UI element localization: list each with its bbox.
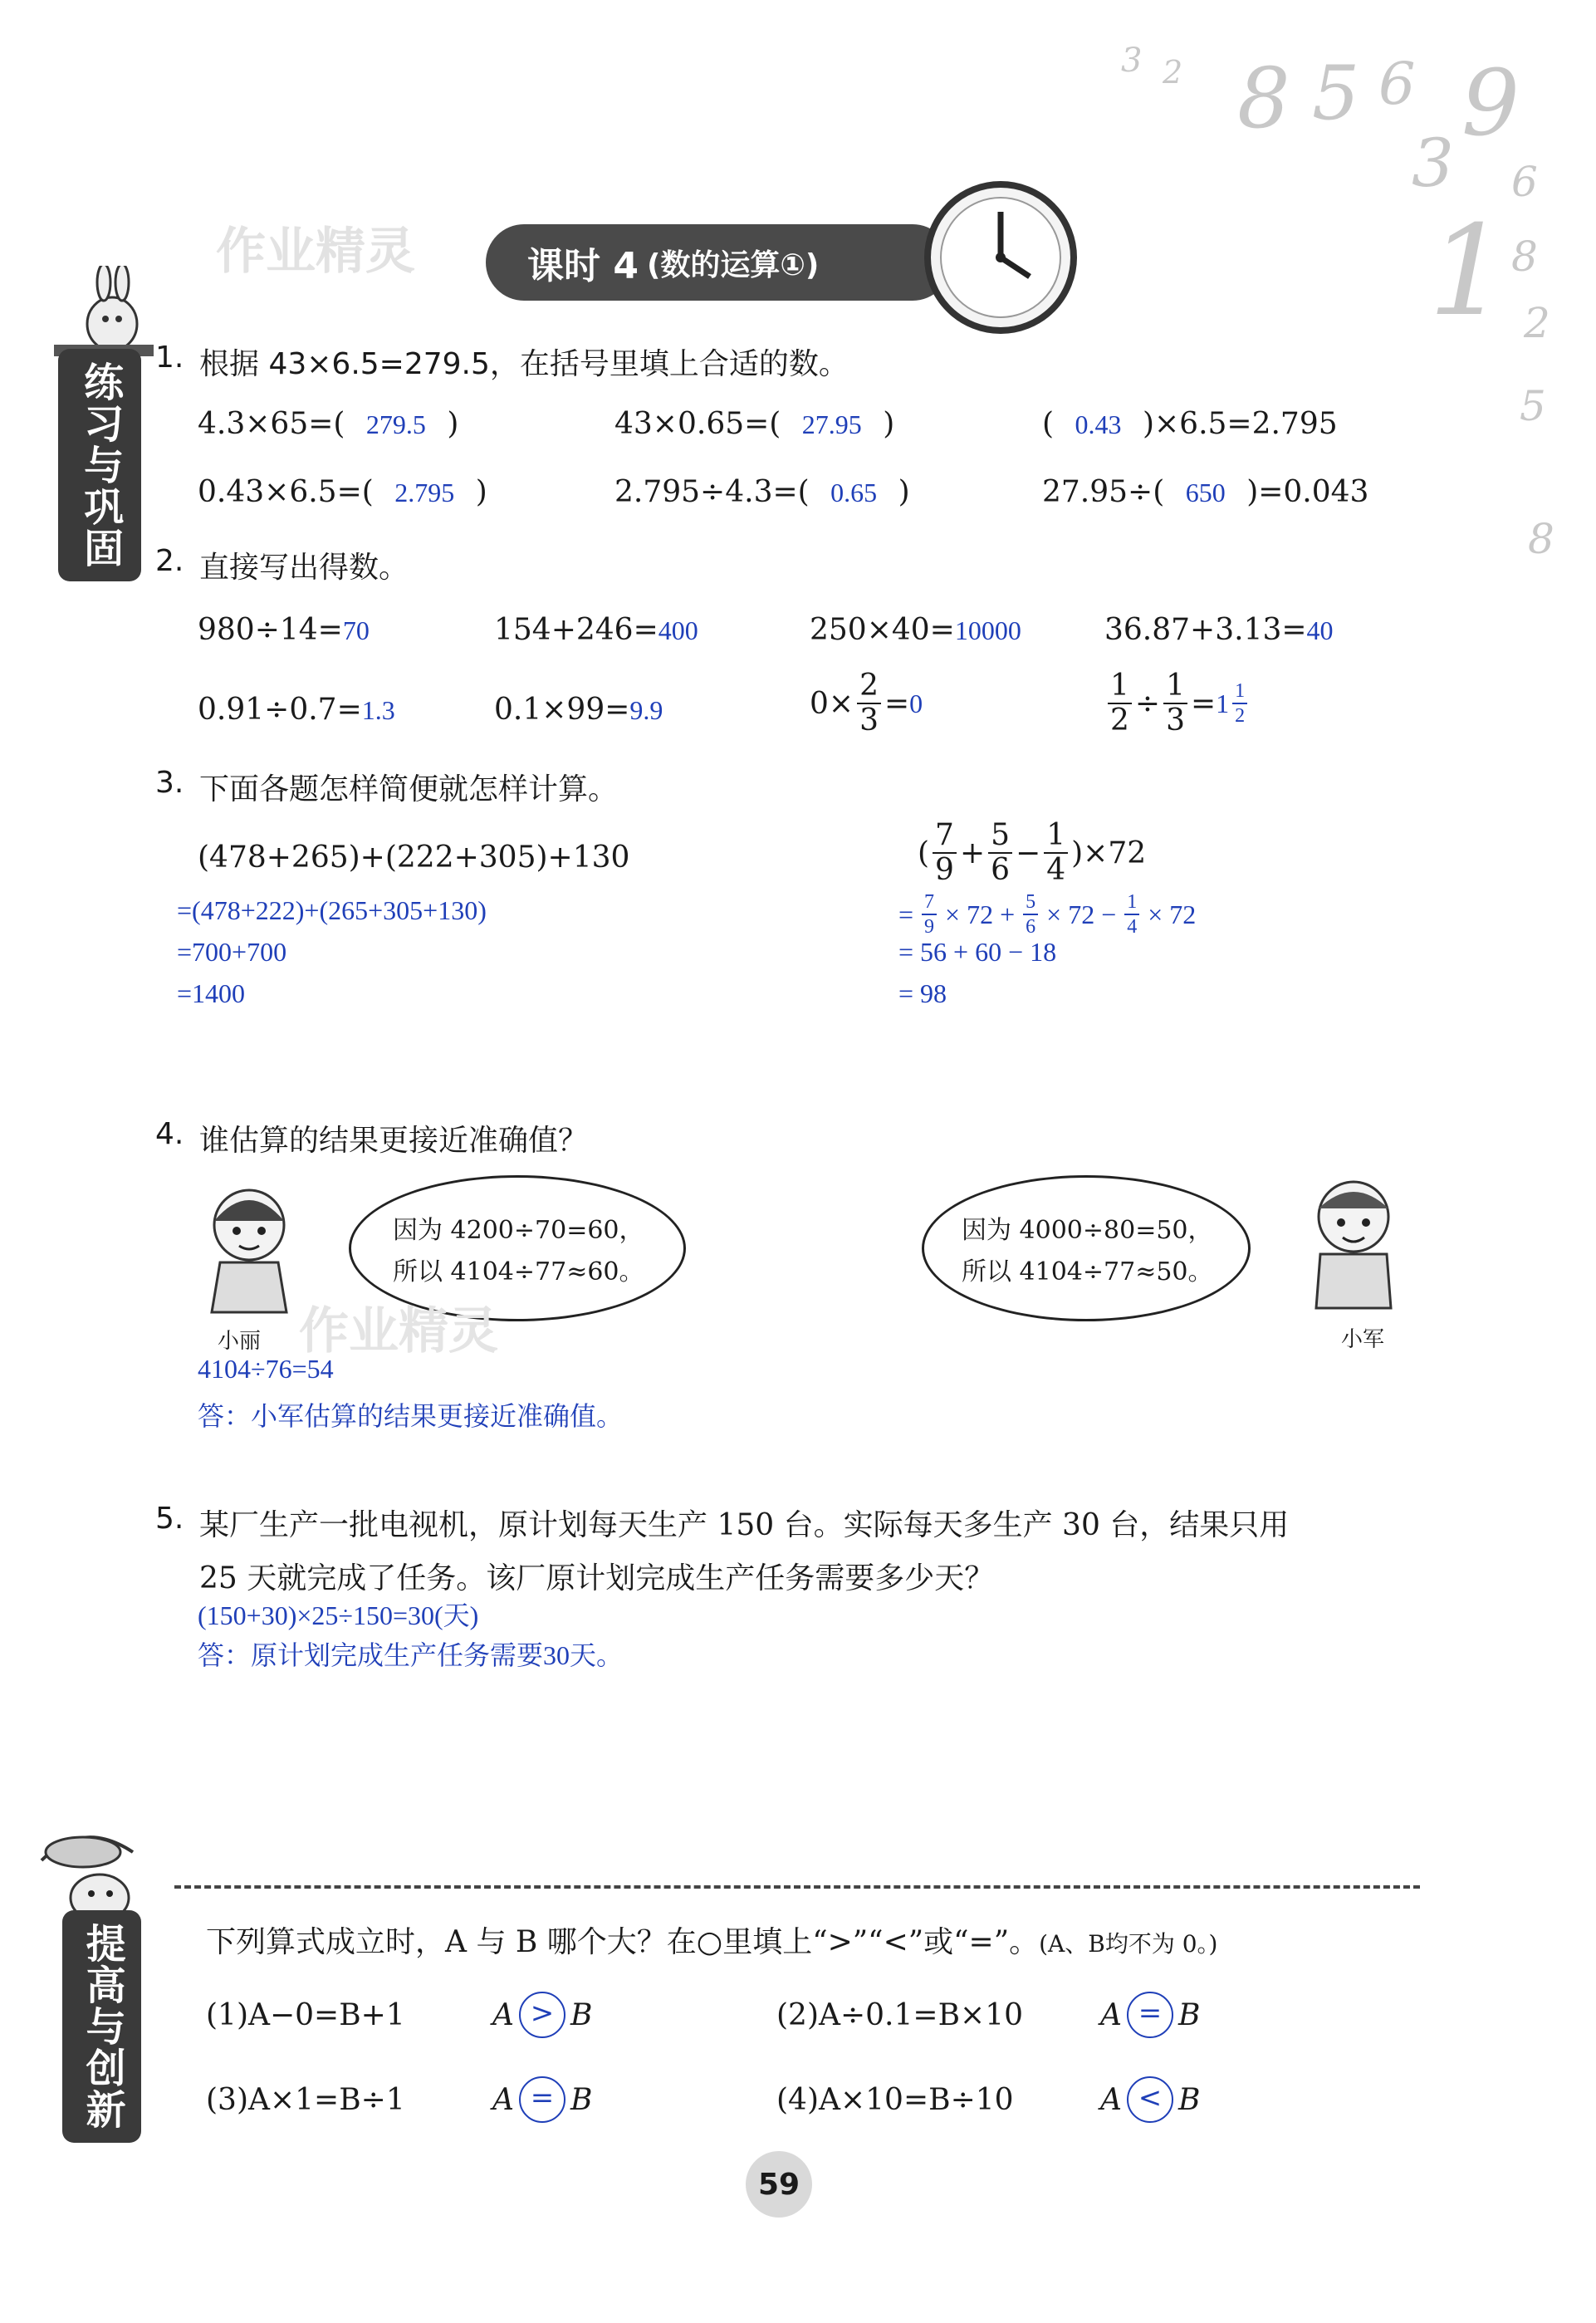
compare-item <box>776 2076 1200 2123</box>
q5-stem-line: 某厂生产一批电视机，原计划每天生产 150 台。实际每天多生产 30 台，结果只用 <box>199 1508 1290 1542</box>
deco-digit: 5 <box>1520 382 1546 430</box>
q2-stem: 直接写出得数。 <box>199 551 409 585</box>
q5-number: 5. <box>155 1502 184 1536</box>
q2-item-answer: 400 <box>658 615 698 645</box>
deco-digit: 2 <box>1524 299 1550 347</box>
side-label-practice <box>58 349 141 581</box>
q4-calc: 4104÷76=54 <box>198 1354 334 1384</box>
q2-item <box>494 693 663 727</box>
var-a: A <box>492 1997 514 2032</box>
q1-item-close: ) <box>898 475 910 509</box>
q2-frac-expr: 0× <box>810 686 854 721</box>
lesson-title-banner <box>486 224 951 301</box>
q4-answer: 答：小军估算的结果更接近准确值。 <box>198 1401 624 1431</box>
deco-digit: 1 <box>1428 199 1508 344</box>
denominator: 9 <box>924 916 935 938</box>
q5-calc: (150+30)×25÷150=30(天) <box>198 1600 479 1630</box>
compare-circle: = <box>1127 1992 1173 2038</box>
q3-left-step: =1400 <box>177 978 246 1008</box>
q2-item-answer: 40 <box>1306 615 1334 645</box>
operator: ÷ <box>1134 686 1161 721</box>
fraction <box>988 818 1012 887</box>
answer-fraction <box>1232 681 1247 726</box>
compare-expr: (2)A÷0.1=B×10 <box>776 1997 1023 2032</box>
deco-digit: 9 <box>1461 50 1520 156</box>
bubble-line: 所以 4104÷77≈60。 <box>393 1257 644 1286</box>
q1-item-answer: 650 <box>1185 478 1226 507</box>
q1-item-expr: )×6.5=2.795 <box>1142 407 1338 441</box>
compare-circle: = <box>519 2076 565 2123</box>
q1-item-expr: 27.95÷( <box>1042 475 1165 509</box>
q1-item-close: ) <box>475 475 487 509</box>
compare-expr: (1)A−0=B+1 <box>206 1997 405 2032</box>
q2-number: 2. <box>155 544 184 578</box>
q2-item <box>1104 613 1334 647</box>
q3-right-step: = 98 <box>898 978 947 1008</box>
q3-right-expr <box>918 818 1147 887</box>
q2-item-answer: 1.3 <box>361 695 395 725</box>
q2-item-expr: 154+246= <box>494 613 658 647</box>
boy-thought-bubble <box>922 1175 1251 1321</box>
lesson-subtitle: (数的运算①) <box>646 247 820 282</box>
side-label-practice-text: 练习与巩固 <box>76 361 124 569</box>
denominator: 9 <box>935 853 954 887</box>
numerator: 1 <box>1163 671 1187 704</box>
fraction <box>933 818 957 887</box>
q2-item <box>198 693 395 727</box>
fraction <box>922 892 937 937</box>
bubble-line: 因为 4200÷70=60， <box>393 1216 644 1245</box>
step-term: × 72 <box>1148 899 1197 929</box>
var-a: A <box>492 2082 514 2117</box>
q4-number: 4. <box>155 1117 184 1151</box>
deco-digit: 8 <box>1237 50 1290 147</box>
q1-item-close: ) <box>883 407 895 441</box>
var-a: A <box>1100 2082 1122 2117</box>
side-label-improve-text: 提高与创新 <box>79 1923 126 2130</box>
q3-number: 3. <box>155 766 184 800</box>
q1-item-expr: 2.795÷4.3=( <box>614 475 810 509</box>
deco-digit: 3 <box>1412 125 1454 202</box>
q3-stem: 下面各题怎样简便就怎样计算。 <box>199 772 619 806</box>
q2-item-expr: 36.87+3.13= <box>1104 613 1307 647</box>
compare-circle: < <box>1127 2076 1173 2123</box>
q2-fraction-item <box>810 671 923 736</box>
deco-digit: 6 <box>1378 50 1416 118</box>
fraction <box>1124 892 1139 937</box>
q1-item-expr: 0.43×6.5=( <box>198 475 374 509</box>
compare-expr: (4)A×10=B÷10 <box>776 2082 1014 2117</box>
q3-left-step: =(478+222)+(265+305+130) <box>177 895 487 925</box>
q2-item-expr: 980÷14= <box>198 613 343 647</box>
deco-digit: 6 <box>1511 158 1538 206</box>
deco-digit: 5 <box>1312 50 1360 137</box>
deco-digit: 2 <box>1163 54 1183 91</box>
q2-item-answer: 0 <box>909 688 923 718</box>
step-term: × 72 − <box>1046 899 1117 929</box>
bubble-line: 因为 4000÷80=50， <box>962 1216 1213 1245</box>
q1-item-answer: 2.795 <box>394 478 455 507</box>
bunny-mascot-icon <box>46 266 162 357</box>
fraction <box>857 671 881 736</box>
lesson-title: 课时 4 <box>527 245 639 287</box>
q1-item-answer: 27.95 <box>801 409 862 439</box>
q1-item <box>198 407 458 441</box>
numerator: 5 <box>988 821 1012 854</box>
q5-answer: 答：原计划完成生产任务需要30天。 <box>198 1640 624 1670</box>
q1-item-answer: 0.65 <box>830 478 878 507</box>
q2-item-expr: 250×40= <box>810 613 955 647</box>
var-a: A <box>1100 1997 1122 2032</box>
q1-item-expr: )=0.043 <box>1246 475 1369 509</box>
fraction <box>1044 818 1068 887</box>
compare-expr: (3)A×1=B÷1 <box>206 2082 405 2117</box>
q5-stem-line: 25 天就完成了任务。该厂原计划完成生产任务需要多少天？ <box>199 1561 995 1595</box>
boy-illustration <box>1291 1171 1416 1312</box>
q1-item-expr: 4.3×65=( <box>198 407 345 441</box>
compare-item <box>776 1992 1200 2038</box>
denominator: 6 <box>991 853 1011 887</box>
equals: = <box>898 899 914 929</box>
deco-digit: 3 <box>1121 42 1143 80</box>
q3-left-expr: (478+265)+(222+305)+130 <box>198 840 630 875</box>
numerator: 2 <box>857 671 881 704</box>
deco-digit: 8 <box>1528 515 1554 563</box>
q1-item-open: ( <box>1042 407 1055 441</box>
var-b: B <box>570 2082 593 2117</box>
q2-item-answer: 10000 <box>954 615 1021 645</box>
extension-stem <box>206 1919 1218 1961</box>
denominator: 2 <box>1235 705 1246 727</box>
numerator: 1 <box>1232 681 1247 704</box>
paren-close: )×72 <box>1071 836 1147 870</box>
denominator: 6 <box>1026 916 1036 938</box>
numerator: 1 <box>1044 821 1068 854</box>
var-b: B <box>1178 1997 1201 2032</box>
extension-note: (A、B均不为 0。) <box>1039 1930 1218 1958</box>
q1-stem: 根据 43×6.5=279.5，在括号里填上合适的数。 <box>199 347 849 381</box>
q1-item <box>1042 407 1338 441</box>
numerator: 1 <box>1124 892 1139 915</box>
q1-item-answer: 0.43 <box>1075 409 1122 439</box>
q3-left-step: =700+700 <box>177 937 287 967</box>
numerator: 7 <box>922 892 937 915</box>
compare-item <box>206 1992 592 2038</box>
q1-item <box>198 475 487 509</box>
denominator: 4 <box>1127 916 1138 938</box>
q2-item-expr: 0.1×99= <box>494 693 630 727</box>
q2-item-answer: 9.9 <box>629 695 663 725</box>
boy-name: 小军 <box>1341 1327 1385 1352</box>
q3-right-step <box>898 892 1196 937</box>
q3-right-step: = 56 + 60 − 18 <box>898 937 1057 967</box>
q1-number: 1. <box>155 341 184 375</box>
q2-item <box>810 613 1021 647</box>
equals: = <box>884 686 910 721</box>
q2-fraction-item <box>1104 671 1251 736</box>
extension-stem-text: 下列算式成立时，A 与 B 哪个大？在○里填上“>”“<”或“=”。 <box>206 1925 1040 1959</box>
denominator: 4 <box>1046 853 1066 887</box>
numerator: 7 <box>933 821 957 854</box>
section-divider <box>174 1885 1420 1889</box>
page-number-text: 59 <box>757 2167 800 2202</box>
fraction <box>1163 671 1187 736</box>
step-term: × 72 + <box>945 899 1016 929</box>
watermark: 作业精灵 <box>299 1302 498 1360</box>
operator: − <box>1016 836 1041 870</box>
compare-item <box>206 2076 592 2123</box>
q2-item <box>198 613 370 647</box>
bubble-line: 所以 4104÷77≈50。 <box>962 1257 1213 1286</box>
fraction <box>1023 892 1038 937</box>
numerator: 1 <box>1108 671 1132 704</box>
watermark: 作业精灵 <box>216 223 415 281</box>
q1-item-expr: 43×0.65=( <box>614 407 781 441</box>
q1-item <box>1042 475 1368 509</box>
girl-illustration <box>191 1179 316 1316</box>
q4-stem: 谁估算的结果更接近准确值？ <box>199 1124 589 1158</box>
equals: = <box>1190 686 1217 721</box>
denominator: 3 <box>859 703 879 738</box>
q2-item-answer-whole: 1 <box>1216 688 1230 718</box>
denominator: 2 <box>1110 703 1129 738</box>
denominator: 3 <box>1166 703 1185 738</box>
var-b: B <box>570 1997 593 2032</box>
side-label-improve <box>62 1910 141 2143</box>
q1-item <box>614 407 894 441</box>
fraction <box>1108 671 1132 736</box>
clock-icon <box>922 179 1080 336</box>
page-number <box>746 2151 812 2218</box>
paren-open: ( <box>918 836 930 870</box>
compare-circle: > <box>519 1992 565 2038</box>
girl-name: 小丽 <box>218 1329 262 1354</box>
q2-item <box>494 613 698 647</box>
deco-digit: 8 <box>1511 233 1538 281</box>
q1-item-close: ) <box>447 407 459 441</box>
q2-item-expr: 0.91÷0.7= <box>198 693 362 727</box>
var-b: B <box>1178 2082 1201 2117</box>
q1-item-answer: 279.5 <box>365 409 426 439</box>
q1-item <box>614 475 910 509</box>
operator: + <box>959 836 986 870</box>
numerator: 5 <box>1023 892 1038 915</box>
q2-item-answer: 70 <box>342 615 370 645</box>
